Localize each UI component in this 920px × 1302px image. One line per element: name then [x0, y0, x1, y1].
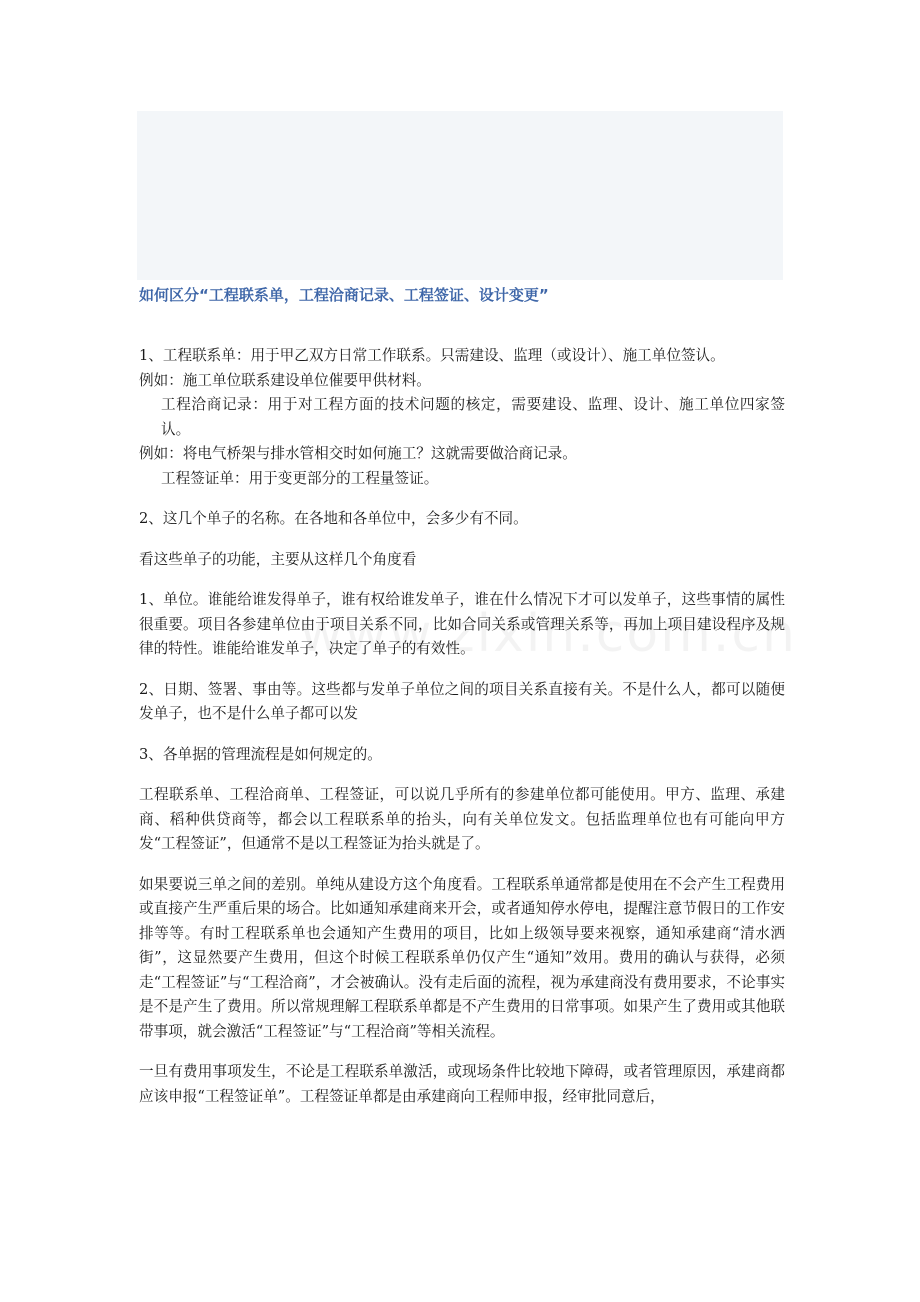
paragraph: 3、各单据的管理流程是如何规定的。: [139, 745, 382, 763]
paragraph: 例如：将电气桥架与排水管相交时如何施工？这就需要做洽商记录。: [139, 445, 577, 462]
document-body: [139, 344, 785, 1109]
paragraph: 一旦有费用事项发生，不论是工程联系单激活，或现场条件比较地下障碍，或者管理原因，承建商都应该申报“工程签证单”。工程签证单都是由承建商向工程师申报，经审批同意后，: [139, 1063, 785, 1105]
paragraph: 看这些单子的功能，主要从这样几个角度看: [139, 550, 417, 568]
paragraph: 1、工程联系单：用于甲乙双方日常工作联系。只需建设、监理（或设计）、施工单位签认。: [139, 347, 725, 364]
paragraph: 工程联系单、工程洽商单、工程签证，可以说几乎所有的参建单位都可能使用。甲方、监理、承建商、稻种供贷商等，都会以工程联系单的抬头，向有关单位发文。包括监理单位也有可能向甲方发“工程签证”，但通常不是以工程签证为抬头就是了。: [139, 786, 785, 852]
paragraph: 1、单位。谁能给谁发得单子，谁有权给谁发单子，谁在什么情况下才可以发单子，这些事情的属性很重要。项目各参建单位由于项目关系不同，比如合同关系或管理关系等，再加上项目建设程序及规律的特性。谁能给谁发单子，决定了单子的有效性。: [139, 591, 785, 657]
paragraph: 2、这几个单子的名称。在各地和各单位中，会多少有不同。: [139, 510, 528, 527]
paragraph: 工程洽商记录：用于对工程方面的技术问题的核定，需要建设、监理、设计、施工单位四家签认。: [161, 396, 785, 438]
paragraph: 工程签证单：用于变更部分的工程量签证。: [161, 469, 439, 487]
paragraph: 2、日期、签署、事由等。这些都与发单子单位之间的项目关系直接有关。不是什么人，都可以随便发单子，也不是什么单子都可以发: [139, 680, 785, 722]
header-image-placeholder: [137, 111, 783, 280]
paragraph: 例如：施工单位联系建设单位催要甲供材料。: [139, 371, 431, 389]
paragraph: 如果要说三单之间的差别。单纯从建设方这个角度看。工程联系单通常都是使用在不会产生工程费用或直接产生严重后果的场合。比如通知承建商来开会，或者通知停水停电，提醒注意节假日的工作安排等等。有时工程联系单也会通知产生费用的项目，比如上级领导要来视察，通知承建商“清水洒街”，这显然要产生费用，但这个时候工程联系单仍仅产生“通知”效用。费用的确认与获得，必须走“工程签证”与“工程洽商”，才会被确认。没有走后面的流程，视为承建商没有费用要求，不论事实是不是产生了费用。所以常规理解工程联系单都是不产生费用的日常事项。如果产生了费用或其他联带事项，就会激活“工程签证”与“工程洽商”等相关流程。: [139, 875, 785, 1040]
document-title: 如何区分“工程联系单，工程洽商记录、工程签证、设计变更”: [139, 286, 549, 304]
